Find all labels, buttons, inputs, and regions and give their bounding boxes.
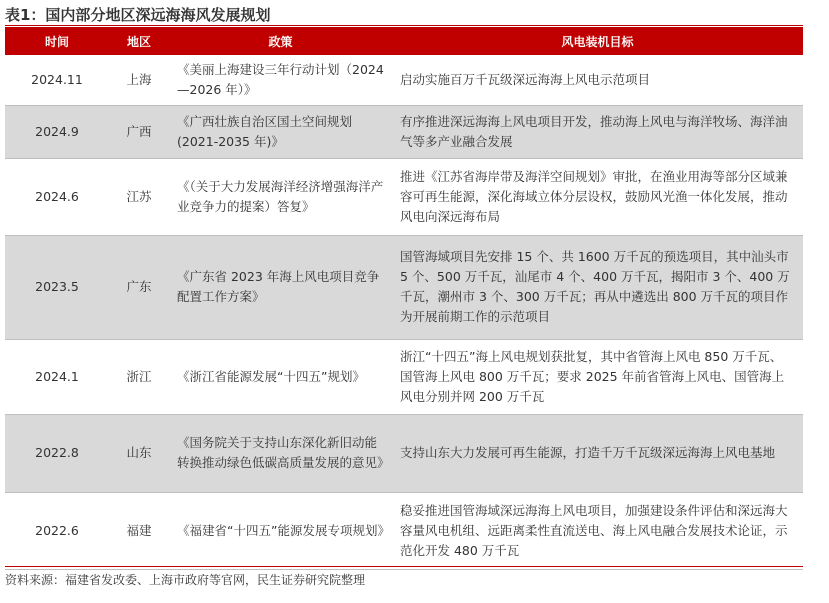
cell-region: 广东 [109,235,169,339]
cell-policy [169,105,392,158]
target-text: 有序推进深远海海上风电项目开发，推动海上风电与海洋牧场、海洋油气等多产业融合发展 [400,113,788,149]
cell-time: 2022.6 [5,492,109,569]
cell-target [392,235,803,339]
policy-text: 《福建省“十四五”能源发展专项规划》 [177,522,390,538]
cell-region: 山东 [109,414,169,492]
cell-target [392,158,803,235]
table-row [5,339,803,414]
target-text: 浙江“十四五”海上风电规划获批复，其中省管海上风电 850 万千瓦、国管海上风电 800 万千瓦；要求 2025 年前省管海上风电、国管海上风电分别并网 200 万千瓦 [400,348,785,404]
cell-target [392,414,803,492]
target-text: 国管海域项目先安排 15 个、共 1600 万千瓦的预选项目，其中汕头市 5 个、500 万千瓦，汕尾市 4 个、400 万千瓦，揭阳市 3 个、400 万千瓦，潮州市 3 个、300 万千瓦；再从中遴选出 800 万千瓦的项目作为开展前期工作的示范项目 [400,249,790,324]
policy-text: 《（关于大力发展海洋经济增强海洋产业竞争力的提案）答复》 [177,178,384,214]
cell-target [392,339,803,414]
top-rule [5,25,803,26]
target-text: 启动实施百万千瓦级深远海海上风电示范项目 [400,71,651,87]
cell-policy [169,414,392,492]
cell-policy [169,235,392,339]
cell-region: 江苏 [109,158,169,235]
target-text: 稳妥推进国管海域深远海海上风电项目，加强建设条件评估和深远海大容量风电机组、远距离柔性直流送电、海上风电融合发展技术论证，示范化开发 480 万千瓦 [400,502,788,558]
cell-region: 浙江 [109,339,169,414]
target-text: 推进《江苏省海岸带及海洋空间规划》审批，在渔业用海等部分区域兼容可再生能源，深化海域立体分层设权，鼓励风光渔一体化发展，推动风电向深远海布局 [400,168,788,224]
cell-policy [169,492,392,569]
source-note: 资料来源：福建省发改委、上海市政府等官网，民生证券研究院整理 [5,573,366,587]
cell-policy [169,55,392,105]
cell-region: 福建 [109,492,169,569]
policy-text: 《国务院关于支持山东深化新旧动能转换推动绿色低碳高质量发展的意见》 [177,435,390,470]
cell-time: 2022.8 [5,414,109,492]
table-row [5,492,803,569]
table-row [5,158,803,235]
target-text: 支持山东大力发展可再生能源，打造千万千瓦级深远海海上风电基地 [400,445,776,460]
policy-text: 《广东省 2023 年海上风电项目竞争配置工作方案》 [177,269,380,304]
cell-region: 上海 [109,55,169,105]
table-row [5,105,803,158]
header-time: 时间 [5,27,109,55]
cell-policy [169,158,392,235]
header-policy: 政策 [169,27,392,55]
policy-text: 《广西壮族自治区国土空间规划(2021-2035 年)》 [177,113,353,149]
table-header-row [5,27,803,55]
policy-table [5,27,803,570]
cell-policy [169,339,392,414]
policy-text: 《美丽上海建设三年行动计划（2024—2026 年）》 [177,61,384,97]
table-title: 表1：国内部分地区深远海海风发展规划 [5,6,271,24]
cell-target [392,105,803,158]
cell-time: 2024.9 [5,105,109,158]
cell-region: 广西 [109,105,169,158]
table-row [5,414,803,492]
policy-text: 《浙江省能源发展“十四五”规划》 [177,368,365,384]
header-target: 风电装机目标 [392,27,803,55]
table-row [5,55,803,105]
cell-target [392,492,803,569]
table-row [5,235,803,339]
cell-target [392,55,803,105]
cell-time: 2024.11 [5,55,109,105]
bottom-rule [5,566,803,567]
cell-time: 2024.6 [5,158,109,235]
cell-time: 2023.5 [5,235,109,339]
header-region: 地区 [109,27,169,55]
cell-time: 2024.1 [5,339,109,414]
